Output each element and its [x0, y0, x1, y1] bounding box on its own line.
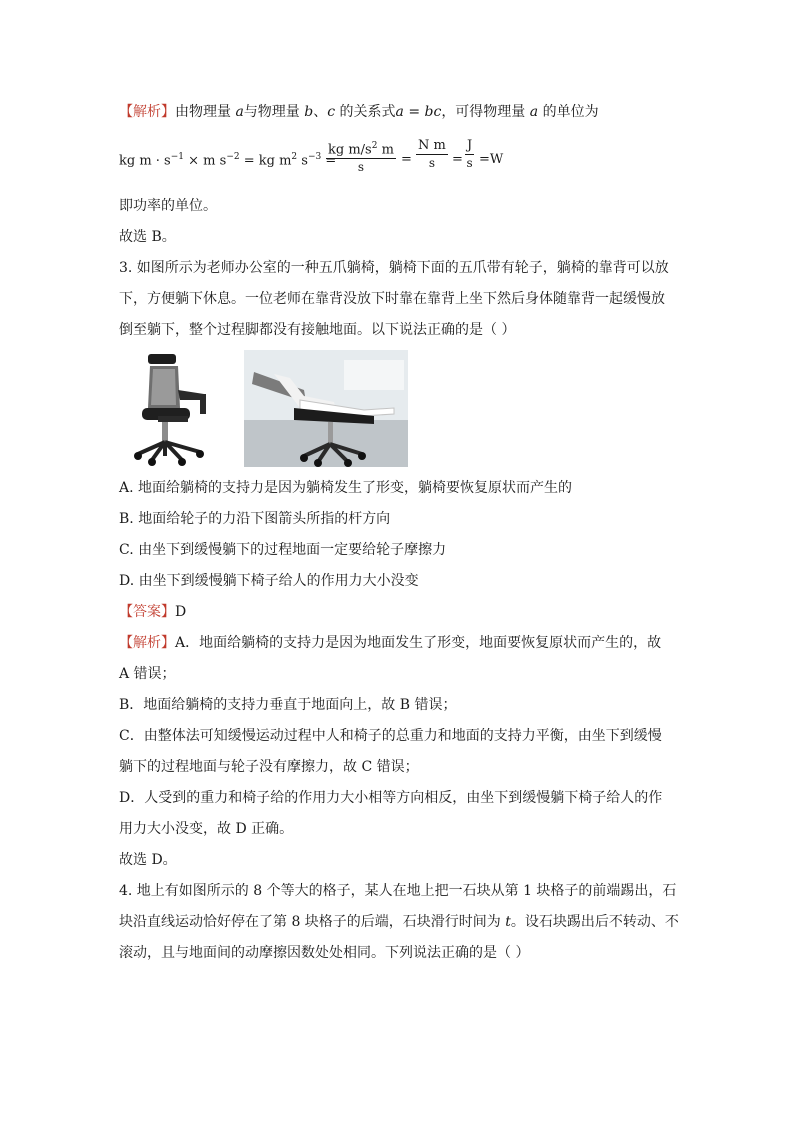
office-chair-upright-icon	[120, 350, 237, 467]
q3-analysis-c1: C．由整体法可知缓慢运动过程中人和椅子的总重力和地面的支持力平衡，由坐下到缓慢	[119, 728, 662, 744]
q3-line1: 3. 如图所示为老师办公室的一种五爪躺椅，躺椅下面的五爪带有轮子，躺椅的靠背可以放	[119, 260, 669, 276]
q3-option-c: C. 由坐下到缓慢躺下的过程地面一定要给轮子摩擦力	[119, 542, 447, 558]
q3-analysis-b: B．地面给躺椅的支持力垂直于地面向上，故 B 错误；	[119, 697, 457, 713]
q4-line2: 块沿直线运动恰好停在了第 8 块格子的后端，石块滑行时间为 t。设石块踢出后不转动、不	[119, 914, 679, 930]
q4-line1: 4. 地上有如图所示的 8 个等大的格子，某人在地上把一石块从第 1 块格子的前端踢出，石	[119, 883, 677, 899]
analysis-label: 【解析】	[119, 104, 175, 120]
office-chair-reclined-icon	[244, 350, 408, 467]
q3-line3: 倒至躺下，整个过程脚都没有接触地面。以下说法正确的是（ ）	[119, 322, 516, 338]
q3-analysis-d1: D．人受到的重力和椅子给的作用力大小相等方向相反，由坐下到缓慢躺下椅子给人的作	[119, 790, 663, 806]
q3-analysis-a2: A 错误；	[119, 666, 176, 682]
fraction-3: $\frac{J}{s}$	[466, 138, 473, 170]
fraction-2: $\frac{\text{N m}}{s}$	[418, 138, 446, 170]
q4-line3: 滚动，且与地面间的动摩擦因数处处相同。下列说法正确的是（ ）	[119, 945, 530, 961]
analysis1-line: 【解析】由物理量 a与物理量 b、c 的关系式a = bc，可得物理量 a 的单位为	[119, 104, 599, 120]
q3-option-a: A. 地面给躺椅的支持力是因为躺椅发生了形变，躺椅要恢复原状而产生的	[119, 480, 573, 496]
q3-option-b: B. 地面给轮子的力沿下图箭头所指的杆方向	[119, 511, 391, 527]
choose-b-line: 故选 B。	[119, 229, 176, 245]
power-unit-line: 即功率的单位。	[119, 198, 217, 214]
q3-line2: 下，方便躺下休息。一位老师在靠背没放下时靠在靠背上坐下然后身体随靠背一起缓慢放	[119, 291, 665, 307]
q3-analysis-a1: 【解析】A．地面给躺椅的支持力是因为地面发生了形变，地面要恢复原状而产生的，故	[119, 635, 662, 651]
q3-choose-d: 故选 D。	[119, 852, 177, 868]
q3-analysis-c2: 躺下的过程地面与轮子没有摩擦力，故 C 错误；	[119, 759, 419, 775]
q3-answer: 【答案】D	[119, 604, 187, 620]
q3-option-d: D. 由坐下到缓慢躺下椅子给人的作用力大小没变	[119, 573, 419, 589]
fraction-1: $\frac{kg m/s^2 m}{s}$	[326, 138, 396, 175]
q3-analysis-d2: 用力大小没变，故 D 正确。	[119, 821, 294, 837]
formula-lhs: kg $m \cdot s^{-1} \times m$ $s^{-2}$ = kg $m^2$ $s^{-3}$ =	[119, 152, 337, 169]
